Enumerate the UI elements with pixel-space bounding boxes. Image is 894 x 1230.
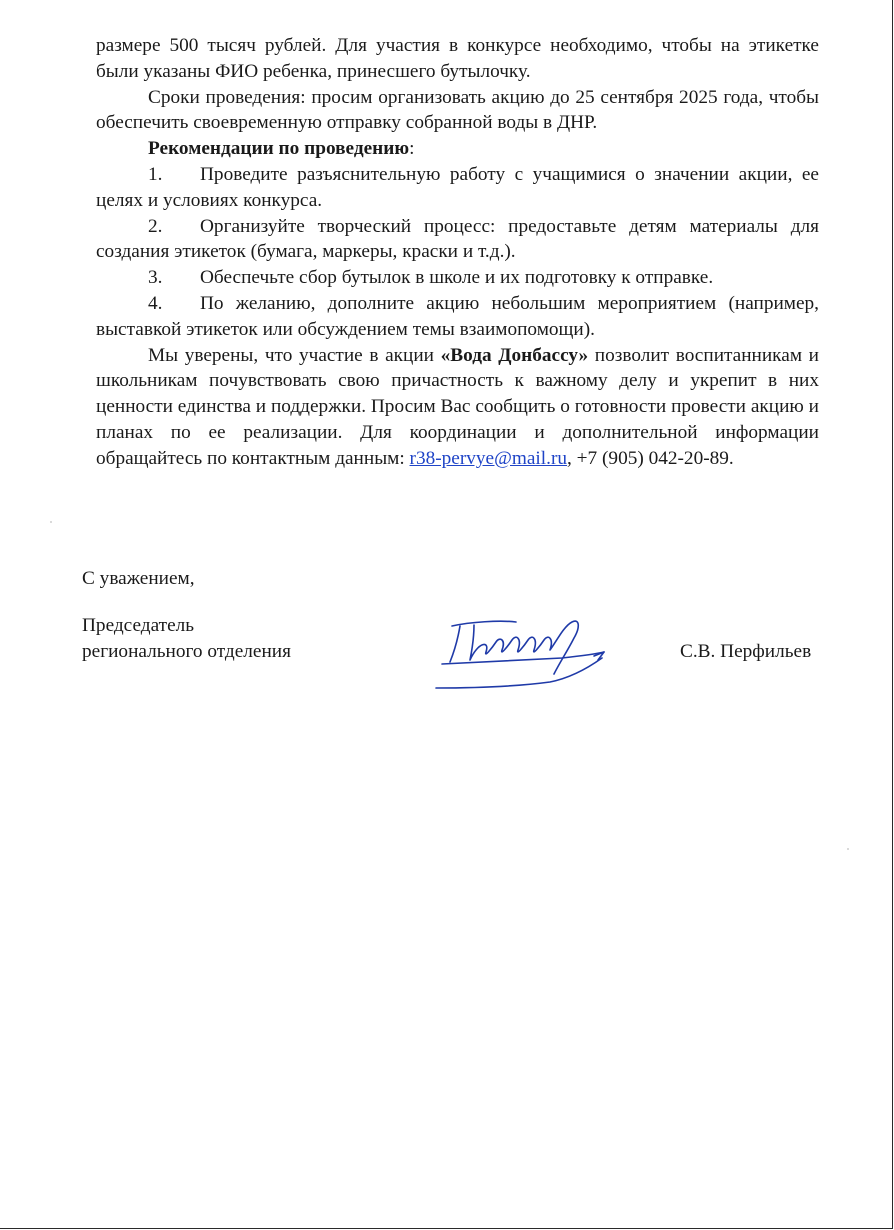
- scan-speck: [847, 848, 849, 850]
- contact-phone: , +7 (905) 042-20-89.: [567, 447, 734, 469]
- list-item-text: По желанию, дополните акцию небольшим мероприятием (например, выставкой этикеток или обсуждением темы взаимопомощи).: [96, 292, 819, 340]
- list-item-number: 4.: [148, 292, 163, 314]
- paragraph-contest-terms: размере 500 тысяч рублей. Для участия в конкурсе необходимо, чтобы на этикетке были указаны ФИО ребенка, принесшего бутылочку.: [96, 35, 819, 82]
- action-name: «Вода Донбассу»: [440, 344, 589, 366]
- list-item-number: 2.: [148, 215, 163, 237]
- signer-position: [82, 613, 291, 665]
- conclusion-text-middle: позволит воспитанникам и школьникам почувствовать свою причастность к важному делу и укрепит в них ценности единства и поддержки. Просим Вас сообщить о готовности провести акцию и планах по ее реализации. Для координации и дополнительной информации обращайтесь по контактным данным:: [96, 344, 819, 469]
- list-item-number: 3.: [148, 267, 163, 289]
- signer-position-line-1: Председатель: [82, 615, 195, 636]
- paragraph-conclusion: [96, 343, 819, 472]
- paragraph-deadline: Сроки проведения: просим организовать акцию до 25 сентября 2025 года, чтобы обеспечить своевременную отправку собранной воды в ДНР.: [96, 86, 819, 134]
- recommendations-heading-colon: :: [409, 138, 415, 160]
- list-item-number: 1.: [148, 163, 163, 185]
- closing-salutation: С уважением,: [82, 568, 195, 589]
- recommendations-heading: [96, 136, 819, 162]
- handwritten-signature: [430, 612, 610, 694]
- conclusion-text-start: Мы уверены, что участие в акции: [148, 344, 441, 366]
- list-item-text: Проведите разъяснительную работу с учащимися о значении акции, ее целях и условиях конкурса.: [96, 163, 819, 211]
- list-item: [96, 291, 819, 343]
- list-item-text: Обеспечьте сбор бутылок в школе и их подготовку к отправке.: [200, 267, 714, 289]
- signer-name: С.В. Перфильев: [680, 641, 812, 662]
- list-item-text: Организуйте творческий процесс: предоставьте детям материалы для создания этикеток (бумага, маркеры, краски и т.д.).: [96, 215, 819, 263]
- letter-body: [96, 33, 819, 472]
- signer-position-line-2: регионального отделения: [82, 640, 291, 662]
- list-item: [96, 214, 819, 266]
- scan-speck: [50, 521, 52, 523]
- recommendations-heading-text: Рекомендации по проведению: [148, 138, 410, 160]
- list-item: [96, 162, 819, 214]
- list-item: [96, 265, 819, 291]
- contact-email-link[interactable]: r38-pervye@mail.ru: [409, 447, 568, 469]
